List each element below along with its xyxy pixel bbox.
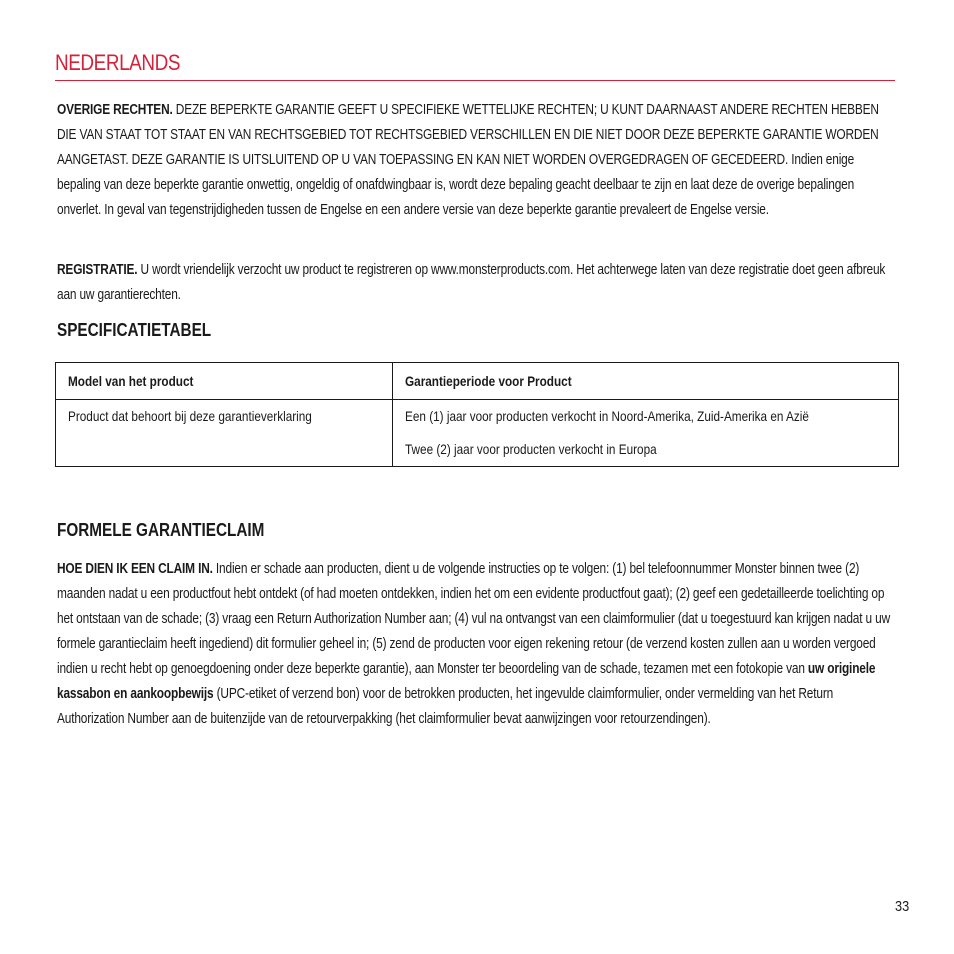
claim-bold: uw originele kassabon en aankoopbewijs — [57, 661, 876, 702]
other-rights-paragraph — [57, 98, 899, 223]
page-number: 33 — [895, 898, 910, 915]
claim-heading: FORMELE GARANTIECLAIM — [57, 520, 265, 540]
claim-body-2: (UPC-etiket of verzend bon) voor de betrokken producten, het ingevulde claimformulier, onder vermelding van het Return Authorization Number aan de buitenzijde van de retourverpakking (het claimformulier bevat aanwijzingen voor retourzendingen). — [57, 686, 834, 727]
registration-body: U wordt vriendelijk verzocht uw product te registreren op www.monsterproducts.com. Het achterwege laten van deze registratie doet geen afbreuk aan uw garantierechten. — [57, 262, 886, 303]
spec-table-row — [56, 400, 899, 467]
claim-body-1: Indien er schade aan producten, dient u de volgende instructies op te volgen: (1) bel telefoonnummer Monster binnen twee (2) maanden nadat u een productfout hebt ontdekt (of had moeten ontdekken, indien het om een evidente productfout gaat); (2) geef een gedetailleerde toelichting op het ontstaan van de schade; (3) vraag een Return Authorization Number aan; (4) vul na ontvangst van een claimformulier (dat u toegestuurd kan krijgen nadat u uw formele garantieclaim heeft ingediend) dit formulier geheel in; (5) zend de producten voor eigen rekening retour (de verzend kosten zullen aan u worden vergoed indien u recht hebt op genoegdoening onder deze beperkte garantie), aan Monster ter beoordeling van de schade, tezamen met een fotokopie van — [57, 561, 890, 677]
other-rights-body: DEZE BEPERKTE GARANTIE GEEFT U SPECIFIEKE WETTELIJKE RECHTEN; U KUNT DAARNAAST ANDERE RECHTEN HEBBEN DIE VAN STAAT TOT STAAT EN VAN RECHTSGEBIED TOT RECHTSGEBIED VERSCHILLEN EN DIE NIET DOOR DEZE BEPERKTE GARANTIE WORDEN AANGETAST. DEZE GARANTIE IS UITSLUITEND OP U VAN TOEPASSING EN KAN NIET WORDEN OVERGEDRAGEN OF GECEDEERD. Indien enige bepaling van deze beperkte garantie onwettig, ongeldig of onafdwingbaar is, wordt deze bepaling geacht deelbaar te zijn en laat deze de overige bepalingen onverlet. In geval van tegenstrijdigheden tussen de Engelse en een andere versie van deze beperkte garantie prevaleert de Engelse versie. — [57, 102, 879, 218]
spec-table — [55, 362, 899, 467]
spec-table-heading: SPECIFICATIETABEL — [57, 320, 212, 340]
language-header — [55, 50, 895, 81]
spec-header-model: Model van het product — [56, 363, 393, 400]
registration-text — [57, 258, 899, 308]
claim-lead: HOE DIEN IK EEN CLAIM IN. — [57, 561, 213, 577]
spec-cell-period — [393, 400, 899, 467]
claim-paragraph — [57, 557, 899, 732]
registration-paragraph — [57, 258, 899, 308]
other-rights-text — [57, 98, 899, 223]
spec-header-period: Garantieperiode voor Product — [393, 363, 899, 400]
period-line-1: Een (1) jaar voor producten verkocht in Noord-Amerika, Zuid-Amerika en Azië — [405, 408, 810, 424]
spec-cell-model: Product dat behoort bij deze garantieverklaring — [56, 400, 393, 467]
claim-text — [57, 557, 899, 732]
language-title: NEDERLANDS — [55, 50, 181, 75]
period-line-2: Twee (2) jaar voor producten verkocht in Europa — [405, 441, 657, 457]
spec-table-header-row — [56, 363, 899, 400]
registration-lead: REGISTRATIE. — [57, 262, 138, 278]
other-rights-lead: OVERIGE RECHTEN. — [57, 102, 173, 118]
